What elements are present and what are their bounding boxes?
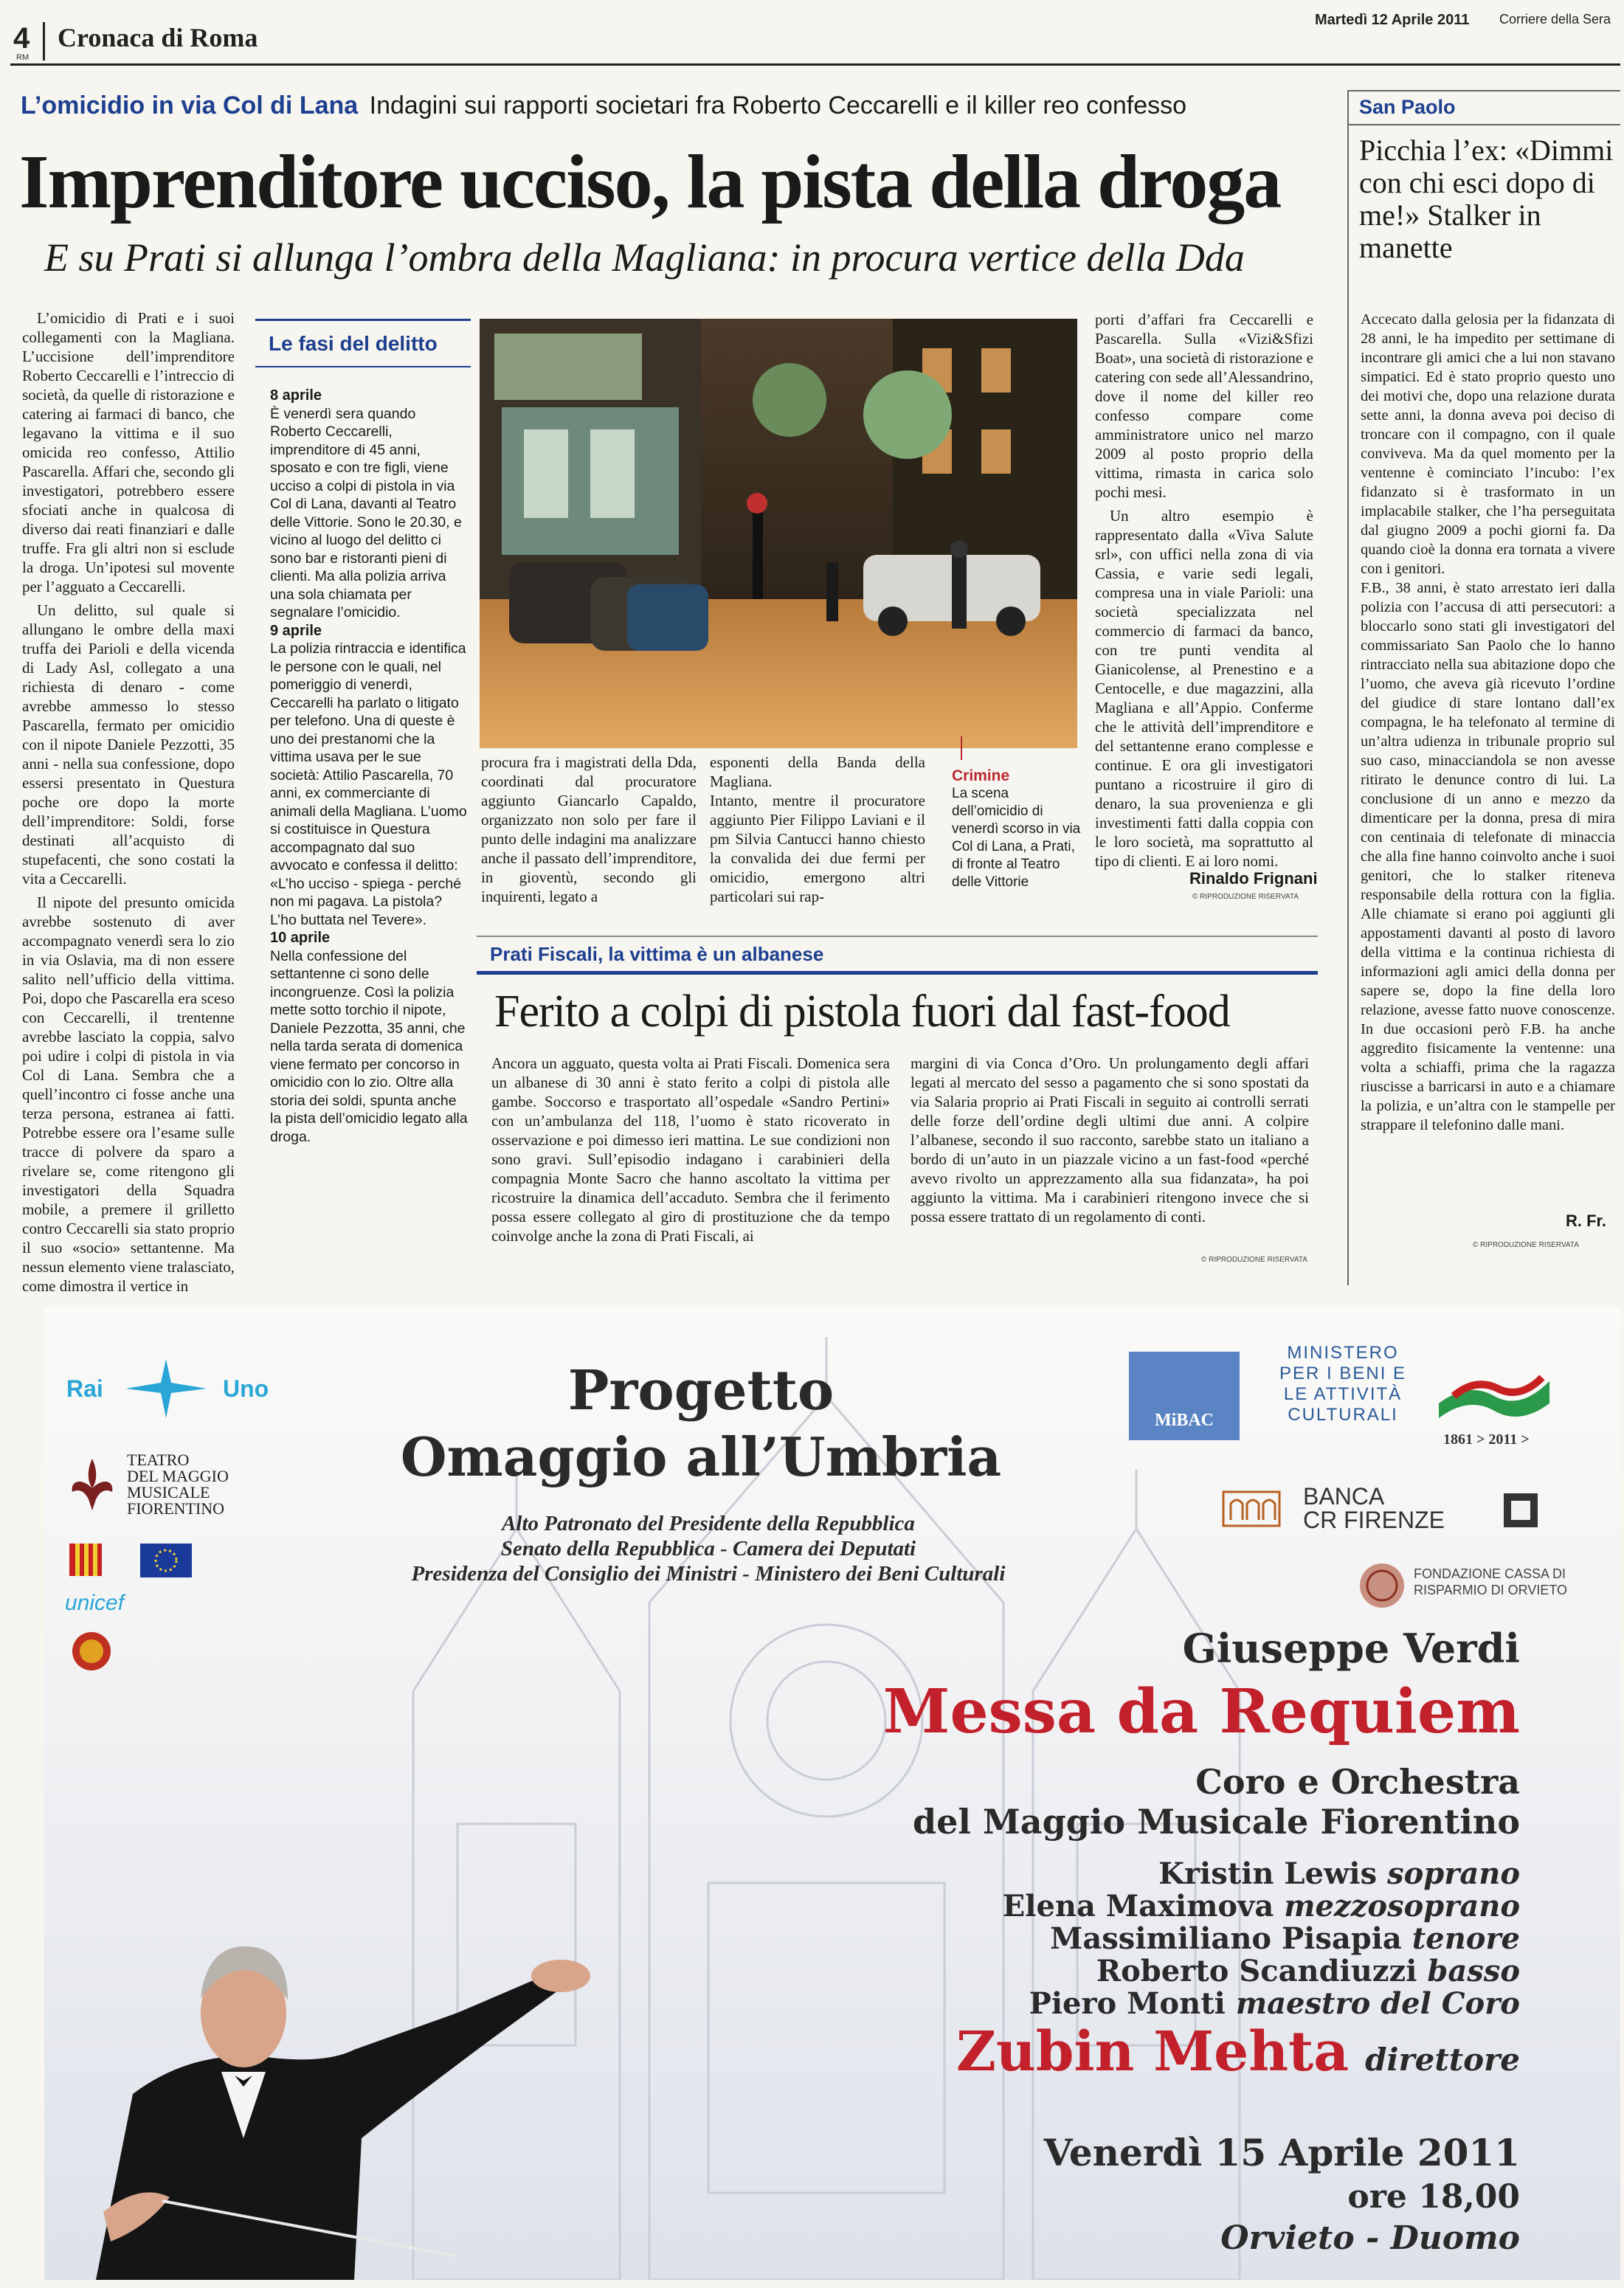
- header-paper: Corriere della Sera: [1499, 12, 1611, 27]
- fleur-de-lis-icon: [66, 1455, 118, 1514]
- ad-ensemble-1: Coro e Orchestra: [1195, 1762, 1520, 1802]
- ad-time: ore 18,00: [1347, 2178, 1520, 2216]
- photo-caption-text: La scena dell’omicidio di venerdì scorso in via Col di Lana, a Prati, di fronte al Teatro delle Vittorie: [952, 786, 1081, 890]
- performer-role: tenore: [1412, 1921, 1520, 1956]
- ad-conductor: Zubin Mehta: [956, 2020, 1350, 2084]
- performer-name: Elena Maximova: [1002, 1889, 1274, 1924]
- ad-date: Venerdì 15 Aprile 2011: [1043, 2131, 1520, 2174]
- orvieto-seal-icon: [69, 1629, 114, 1673]
- rai-uno-star-icon: [125, 1359, 207, 1418]
- performer-line: [620, 1858, 1520, 1890]
- timeline-date: 8 aprile: [270, 387, 322, 404]
- ad-composer: Giuseppe Verdi: [1182, 1625, 1520, 1672]
- mibac-logo-text: MiBAC: [1155, 1411, 1214, 1430]
- ministero-line: MINISTERO: [1287, 1343, 1399, 1363]
- main-headline: Imprenditore ucciso, la pista della droga: [19, 139, 1281, 224]
- main-kicker-rest: Indagini sui rapporti societari fra Roberto Ceccarelli e il killer reo confesso: [369, 91, 1187, 120]
- anniversary-text: 1861 > 2011 >: [1443, 1431, 1530, 1448]
- box-article: [477, 936, 1318, 1281]
- fondazione-line: FONDAZIONE CASSA DI: [1414, 1566, 1566, 1581]
- ad-conductor-line: [516, 2020, 1520, 2084]
- page-sub: RM: [16, 53, 30, 62]
- fondazione-seal-icon: [1358, 1561, 1406, 1610]
- box-column-2: margini di via Conca d’Oro. Un prolungamento degli affari legati al mercato del sesso a pagamento che si sono spostati da via Salaria proprio ai Prati Fiscali in seguito ai controlli serrati delle forze dell’ordine degli ultimi due anni. A colpire l’albanese, secondo il suo racconto, sarebbe stato un italiano a bordo di un’auto in un piazzale vicino a un fast-food «perché avevo rivolto un apprezzamento alla sua fidanzata», ha poi aggiunto la vittima. Ma i carabinieri ritengono invece che si possa essere trattato di un regolamento di conti.: [911, 1054, 1309, 1226]
- ministero-line: CULTURALI: [1288, 1405, 1398, 1425]
- ad-title-1: Progetto: [567, 1359, 835, 1423]
- main-paragraph: L’omicidio di Prati e i suoi collegamenti con la Magliana. L’uccisione dell’imprenditore Roberto Ceccarelli e l’intreccio di società, da quelle di ristorazione e catering ai farmaci di banco, che legavano la vittima e il suo omicida reo confesso, Attilio Pascarella. Affari che, secondo gli investigatori, potrebbero essere sfociati anche in qualcosa di diverso dai reati finanziari e dalle truffe. Fra gli altri non si esclude la droga. Un’ipotesi sul movente per l’agguato a Ceccarelli.: [22, 309, 235, 595]
- performer-role: basso: [1427, 1954, 1520, 1988]
- teatro-line: TEATRO: [127, 1451, 190, 1469]
- performer-line: [620, 1955, 1520, 1988]
- timeline-box: [255, 319, 471, 1278]
- timeline-entry: [270, 622, 471, 930]
- main-paragraph: Il nipote del presunto omicida avrebbe sostenuto di aver accompagnato venerdì sera lo zio in via Oslavia, ma di non essere salito nell’ufficio della vittima. Poi, dopo che Pascarella era sceso con Ceccarelli, il trentenne avrebbe lasciato la coppia, salvo poi udire i colpi di pistola in via Col di Lana. Sembra che a quell’incontro ci fosse anche una terza persona, estranea ai fatti. Potrebbe essere ora l’esame sulle tracce di polvere da sparo a rivelare se, come ritengono gli investigatori della Squadra mobile, a premere il grilletto contro Ceccarelli sia stato proprio il suo «socio» settantenne. Ma nessun elemento viene tralasciato, come dimostra il vertice in: [22, 894, 235, 1295]
- timeline-text: Nella confessione del settantenne ci sono delle incongruenze. Così la polizia mette sotto torchio il nipote, Daniele Pezzotta, 35 anni, che nella tarda serata di domenica viene fermato per concorso in omicidio con lo zio. Oltre alla storia dei soldi, spunta anche la pista dell’omicidio legato alla droga.: [270, 947, 468, 1145]
- ad-title-2: Omaggio all’Umbria: [400, 1425, 1002, 1488]
- main-column-4: esponenti della Banda della Magliana. Intanto, mentre il procuratore aggiunto Pier Filippo Laviani e il pm Silvia Cantucci hanno chiesto la convalida dei due fermi per omicidio, emergono altri particolari sui rap-: [710, 753, 925, 905]
- side-author: R. Fr.: [1566, 1212, 1607, 1230]
- performer-role: maestro del Coro: [1235, 1986, 1520, 2021]
- main-author: Rinaldo Frignani: [1189, 869, 1318, 888]
- mibac-logo: [1129, 1352, 1240, 1440]
- main-paragraph: Un altro esempio è rappresentato dalla «Viva Salute srl», con uffici nella zona di via Cassia, e varie sedi legali, compresa una in viale Parioli: una società specializzata nel commercio di farmaci da banco, con tre punti vendita al Gianicolense, al Prenestino e a Centocelle, e due magazzini, alla Magliana e all’Appio. Conferme che le attività dell’imprenditore e del settantenne erano complesse e continue. E ora gli investigatori puntano a ricostruire il giro di denaro, la sua provenienza e gli investimenti fatti dalla coppia con le loro società, ma soprattutto al tipo di clienti. E ai loro nomi.: [1095, 507, 1313, 870]
- side-body: Accecato dalla gelosia per la fidanzata di 28 anni, le ha impedito per settimane di incontrare gli amici che a lui non stavano simpatici. Ed è stato proprio questo uno dei motivi che, dopo una relazione durata sette anni, la donna aveva poi deciso di troncare con il compagno, con il quale conviveva. Ma da quel momento per la ventenne è cominciato l’incubo: l’ex fidanzato si è trasformato in un implacabile stalker, che l’ha perseguitata dal giugno 2009 a pochi giorni fa. Da quando cioè la donna era tornata a vivere con i genitori. F.B., 38 anni, è stato arrestato ieri dalla polizia con l’accusa di atti persecutori: a bloccarlo sono stati gli investigatori del commissariato San Paolo che lo hanno rintracciato nella sua abitazione dopo che l’uomo, che aveva già ricevuto l’ordine del giudice di stare lontano dall’ex compagna, le ha telefonato al termine di un’altra udienza in tribunale proprio sul suo caso, minacciandola se non avesse ritirato le denunce contro di lui. La conclusione di un anno e mezzo da dimenticare per la donna, presa di mira con centinaia di telefonate di minaccia che alla fine hanno coinvolto anche i suoi genitori, che lo stalker riteneva responsabile della rottura con la figlia. Alle chiamate si erano poi aggiunti gli appostamenti davanti al posto di lavoro della vittima e la continua richiesta di informazioni agli amici della donna per sapere se, dopo la fine della loro relazione, avesse fatto nuove conoscenze. In due occasioni però F.B. ha anche aggredito fisicamente la ventenne: una volta a schiaffi, prima che la ragazza riuscisse a barricarsi in auto e a chiamare la polizia, e un’altra con le stampelle per strappare il telefonino dalle mani.: [1361, 311, 1615, 1133]
- ad-patronage: [162, 1511, 1254, 1586]
- banca-logo-text: [1303, 1485, 1445, 1532]
- side-headline: Picchia l’ex: «Dimmi con chi esci dopo di me!» Stalker in manette: [1359, 134, 1614, 264]
- box-headline: Ferito a colpi di pistola fuori dal fast-food: [494, 986, 1230, 1037]
- teatro-line: MUSICALE: [127, 1483, 210, 1501]
- italian-flag-icon: [1439, 1366, 1549, 1425]
- ad-ensemble-2: del Maggio Musicale Fiorentino: [912, 1802, 1520, 1842]
- section-title: Cronaca di Roma: [58, 23, 258, 52]
- main-kicker-blue: L’omicidio in via Col di Lana: [21, 91, 359, 120]
- main-subhead: E su Prati si allunga l’ombra della Magliana: in procura vertice della Dda: [44, 235, 1245, 280]
- timeline-entry: [270, 387, 471, 622]
- performer-name: Piero Monti: [1029, 1986, 1226, 2021]
- side-article: [1347, 90, 1620, 1285]
- rai-logo: Rai: [66, 1375, 103, 1402]
- teatro-line: DEL MAGGIO: [127, 1467, 229, 1485]
- timeline-text: La polizia rintraccia e identifica le persone con le quali, nel pomeriggio di venerdì, Ceccarelli ha parlato o litigato per telefono. Una di queste è uno dei prestanomi che la vittima usava per le sue società: Attilio Pascarella, 70 anni, ex commerciante di animali della Magliana. L’uomo si costituisce in Questura accompagnato dal suo avvocato e confessa il delitto: «L’ho ucciso - spiega - perché non mi pagava. La pistola? L’ho buttata nel Tevere».: [270, 640, 467, 928]
- timeline-entry: [270, 929, 471, 1146]
- main-column-3: procura fra i magistrati della Dda, coordinati dal procuratore aggiunto Giancarlo Capaldo, organizzato non solo per fare il punto delle indagini ma analizzare anche il passato dell’imprenditore, in gioventù, secondo gli inquirenti, legato a: [481, 753, 697, 905]
- box-kicker: Prati Fiscali, la vittima è un albanese: [490, 943, 824, 965]
- banca-logo-icon: [1222, 1490, 1281, 1527]
- timeline-title: Le fasi del delitto: [269, 332, 438, 355]
- performer-name: Kristin Lewis: [1158, 1856, 1378, 1891]
- concert-advertisement: [44, 1307, 1620, 2280]
- photo-caption-title: Crimine: [952, 767, 1010, 784]
- performer-role: soprano: [1387, 1856, 1520, 1891]
- performer-name: Roberto Scandiuzzi: [1096, 1954, 1417, 1988]
- ad-performers: [620, 1858, 1520, 2020]
- main-paragraph: porti d’affari fra Ceccarelli e Pascarella. Sulla «Vizi&Sfizi Boat», una società di ristorazione e catering con sede all’Alessandrino, dove il nome del killer reo confesso compare come amministratore unico nel marzo 2009 al posto proprio della vittima, rimasta in carica solo pochi mesi.: [1095, 311, 1313, 501]
- patronage-line: Presidenza del Consiglio dei Ministri - Ministero dei Beni Culturali: [411, 1562, 1006, 1586]
- uno-logo: Uno: [223, 1375, 269, 1402]
- performer-line: [620, 1890, 1520, 1923]
- banca-line: BANCA: [1303, 1483, 1385, 1510]
- side-copyright: © RIPRODUZIONE RISERVATA: [1473, 1241, 1579, 1249]
- patronage-line: Alto Patronato del Presidente della Repubblica: [502, 1512, 915, 1535]
- side-kicker: San Paolo: [1359, 96, 1456, 118]
- header-date: Martedì 12 Aprile 2011: [1315, 12, 1470, 28]
- main-column-1: [22, 308, 235, 1300]
- region-flag-icon: [69, 1544, 102, 1576]
- timeline-date: 9 aprile: [270, 622, 322, 639]
- timeline-text: È venerdì sera quando Roberto Ceccarelli, imprenditore di 45 anni, sposato e con tre figli, viene ucciso a colpi di pistola in via Col di Lana, davanti al Teatro delle Vittorie. Sono le 20.30, e vicino al luogo del delitto ci sono bar e ristoranti pieni di clienti. Ma alla polizia arriva una sola chiamata per segnalare l’omicidio.: [270, 405, 462, 621]
- page-number: 4: [13, 22, 30, 55]
- ad-place: Orvieto - Duomo: [1220, 2219, 1520, 2257]
- main-copyright: © RIPRODUZIONE RISERVATA: [1192, 893, 1299, 901]
- performer-line: [620, 1923, 1520, 1955]
- timeline-date: 10 aprile: [270, 930, 331, 946]
- performer-role: mezzosoprano: [1284, 1889, 1520, 1924]
- crime-scene-photo: [480, 319, 1077, 748]
- banca-emblem-icon: [1501, 1490, 1541, 1530]
- performer-line: [620, 1988, 1520, 2020]
- ministero-line: LE ATTIVITÀ: [1283, 1384, 1403, 1404]
- main-column-5: [1095, 310, 1313, 875]
- banca-line: CR FIRENZE: [1303, 1507, 1445, 1533]
- main-paragraph: Un delitto, sul quale si allungano le ombre della maxi truffa dei Parioli e della vicenda di Lady Asl, collegato a una richiesta di denaro - come avrebbe ammesso lo stesso Pascarella, fermato per omicidio con il nipote Daniele Pezzotti, 35 anni - nella sua confessione, dopo essersi presentato in Questura poche ore dopo la morte dell’imprenditore: Soldi, forse destinati all’acquisto di stupefacenti, che sono costati la vita a Ceccarelli.: [22, 601, 235, 888]
- ministero-line: PER I BENI E: [1279, 1364, 1407, 1383]
- ad-conductor-role: direttore: [1365, 2042, 1520, 2078]
- fondazione-logo-text: [1414, 1566, 1567, 1598]
- unicef-logo: unicef: [65, 1591, 125, 1615]
- fondazione-line: RISPARMIO DI ORVIETO: [1414, 1583, 1568, 1597]
- main-kicker: [21, 91, 1186, 120]
- box-copyright: © RIPRODUZIONE RISERVATA: [1201, 1256, 1307, 1264]
- ministero-logo-text: [1279, 1343, 1406, 1425]
- patronage-line: Senato della Repubblica - Camera dei Deputati: [500, 1537, 916, 1561]
- ad-work: Messa da Requiem: [882, 1676, 1520, 1747]
- box-column-1: Ancora un agguato, questa volta ai Prati Fiscali. Domenica sera un albanese di 30 anni è stato ferito a colpi di pistola alle gambe. Soccorso e trasportato all’ospedale «Sandro Pertini» con un’ambulanza del 118, l’uomo è stato ricoverato in osservazione e poi dimesso ieri mattina. Le sue condizioni non sono gravi. Sull’episodio indagano i carabinieri della compagnia Monte Sacro che hanno ascoltato la vittima per ricostruire la dinamica dell’accaduto. Sembra che il ferimento possa essere collegato al giro di prostituzione che da tempo coinvolge anche la zona di Prati Fiscali, ai: [491, 1054, 890, 1245]
- teatro-line: FIORENTINO: [127, 1499, 224, 1518]
- performer-name: Massimiliano Pisapia: [1050, 1921, 1402, 1956]
